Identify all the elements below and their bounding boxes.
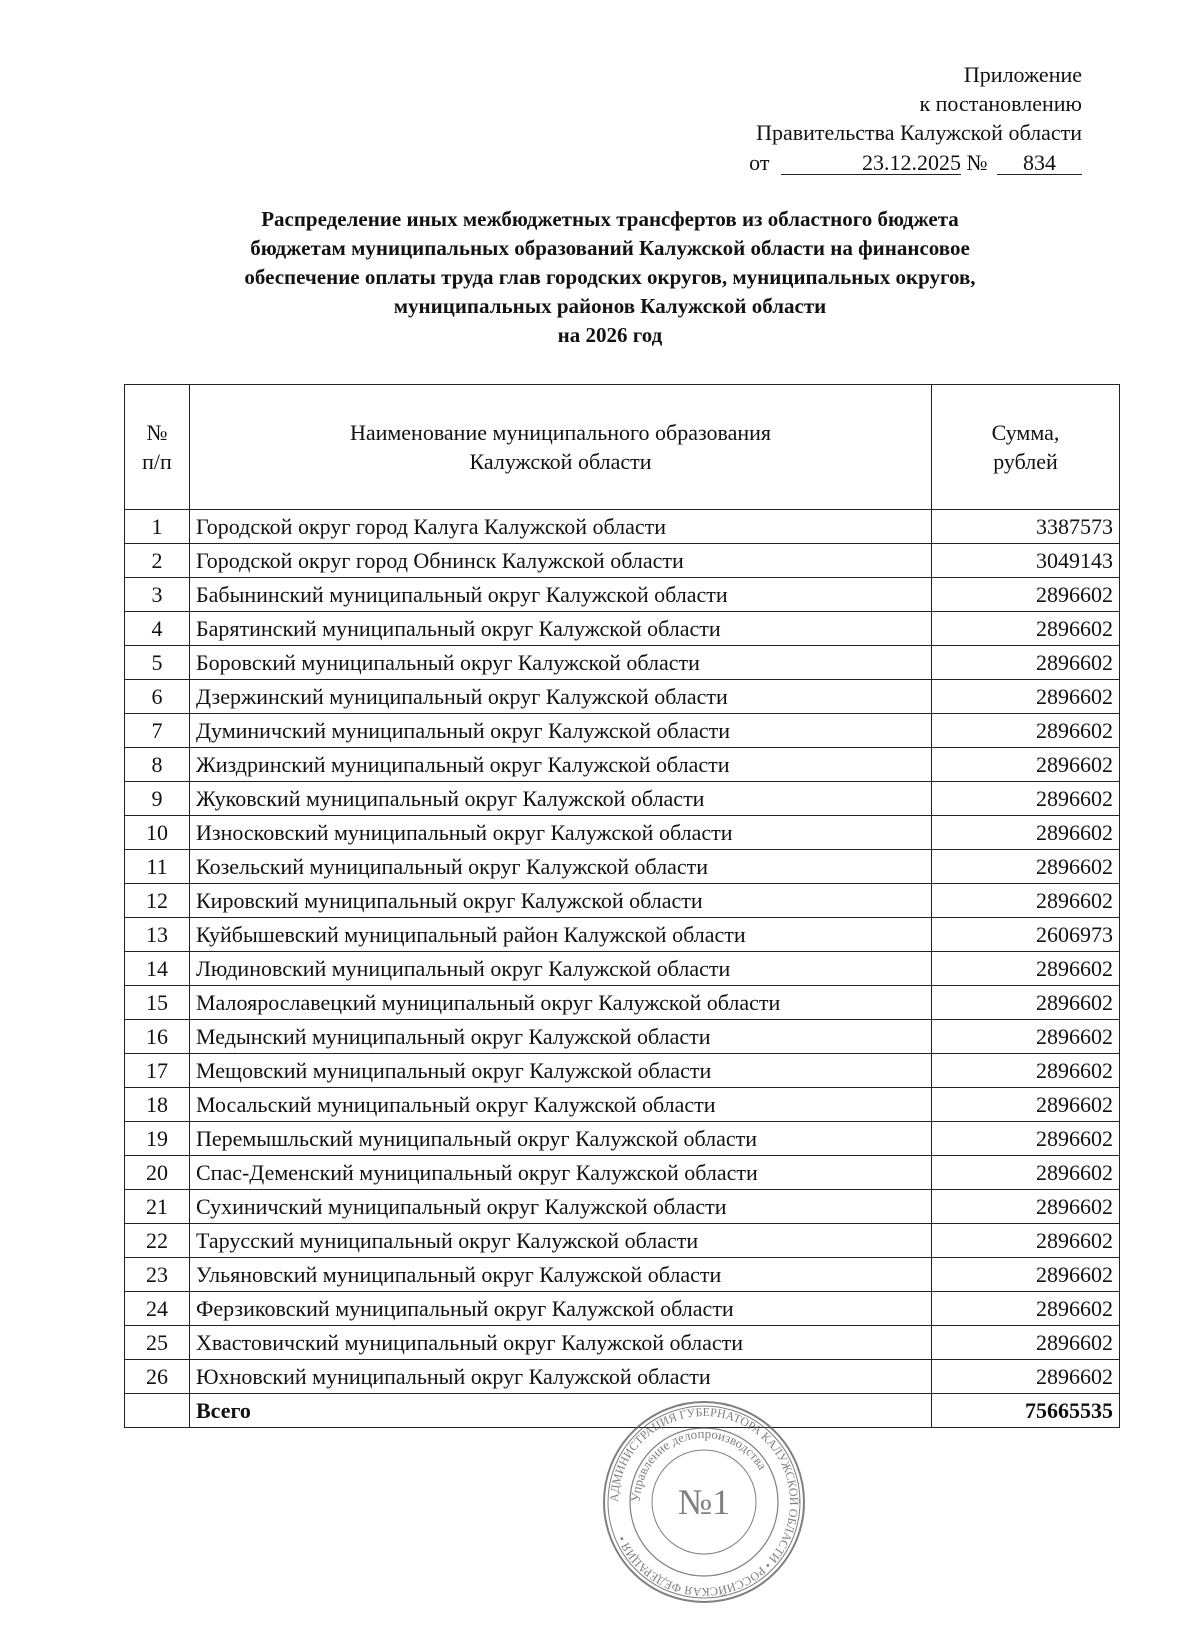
appendix-dateline bbox=[749, 148, 1082, 177]
table-row bbox=[125, 1224, 1120, 1258]
table-row bbox=[125, 1190, 1120, 1224]
header-name-line1: Наименование муниципального образования bbox=[349, 420, 772, 445]
table-row bbox=[125, 986, 1120, 1020]
row-name: Перемышльский муниципальный округ Калужской области bbox=[190, 1122, 932, 1156]
official-seal-icon bbox=[600, 1398, 808, 1606]
header-name-line2: Калужской области bbox=[469, 449, 652, 474]
row-name: Барятинский муниципальный округ Калужской области bbox=[190, 612, 932, 646]
row-number: 9 bbox=[125, 782, 190, 816]
table-header-row bbox=[125, 385, 1120, 510]
row-sum: 2896602 bbox=[932, 1122, 1120, 1156]
row-name: Ульяновский муниципальный округ Калужской области bbox=[190, 1258, 932, 1292]
row-sum: 2896602 bbox=[932, 782, 1120, 816]
row-number: 8 bbox=[125, 748, 190, 782]
row-number: 24 bbox=[125, 1292, 190, 1326]
table-row bbox=[125, 1020, 1120, 1054]
document-title bbox=[120, 205, 1100, 350]
table-row bbox=[125, 748, 1120, 782]
row-name: Людиновский муниципальный округ Калужской области bbox=[190, 952, 932, 986]
row-name: Жиздринский муниципальный округ Калужской области bbox=[190, 748, 932, 782]
row-name: Боровский муниципальный округ Калужской области bbox=[190, 646, 932, 680]
title-line1: Распределение иных межбюджетных трансфертов из областного бюджета bbox=[261, 207, 959, 231]
row-name: Сухиничский муниципальный округ Калужской области bbox=[190, 1190, 932, 1224]
table-body bbox=[125, 510, 1120, 1394]
row-number: 12 bbox=[125, 884, 190, 918]
row-name: Городской округ город Калуга Калужской области bbox=[190, 510, 932, 544]
table-row bbox=[125, 510, 1120, 544]
row-number: 13 bbox=[125, 918, 190, 952]
row-sum: 2896602 bbox=[932, 1190, 1120, 1224]
table-row bbox=[125, 1326, 1120, 1360]
decree-number: 834 bbox=[997, 152, 1082, 175]
table-row bbox=[125, 1258, 1120, 1292]
row-number: 17 bbox=[125, 1054, 190, 1088]
row-number: 3 bbox=[125, 578, 190, 612]
row-sum: 2896602 bbox=[932, 578, 1120, 612]
row-name: Жуковский муниципальный округ Калужской области bbox=[190, 782, 932, 816]
table-row bbox=[125, 1156, 1120, 1190]
row-name: Дзержинский муниципальный округ Калужской области bbox=[190, 680, 932, 714]
row-sum: 2896602 bbox=[932, 986, 1120, 1020]
row-name: Мещовский муниципальный округ Калужской области bbox=[190, 1054, 932, 1088]
row-sum: 2896602 bbox=[932, 850, 1120, 884]
row-number: 25 bbox=[125, 1326, 190, 1360]
header-sum-line1: Сумма, bbox=[991, 420, 1060, 445]
row-name: Износковский муниципальный округ Калужской области bbox=[190, 816, 932, 850]
table-row bbox=[125, 714, 1120, 748]
header-sum-line2: рублей bbox=[993, 449, 1058, 474]
header-number bbox=[125, 385, 190, 510]
title-line4: муниципальных районов Калужской области bbox=[393, 294, 827, 318]
row-name: Бабынинский муниципальный округ Калужской области bbox=[190, 578, 932, 612]
row-sum: 2896602 bbox=[932, 1156, 1120, 1190]
row-name: Тарусский муниципальный округ Калужской области bbox=[190, 1224, 932, 1258]
header-number-line1: № bbox=[146, 420, 168, 445]
appendix-line1: Приложение bbox=[963, 62, 1082, 87]
row-number: 15 bbox=[125, 986, 190, 1020]
stamp-inner-text: Управление делопроизводства bbox=[627, 1425, 771, 1503]
row-name: Кировский муниципальный округ Калужской области bbox=[190, 884, 932, 918]
title-line3: обеспечение оплаты труда глав городских округов, муниципальных округов, bbox=[244, 265, 976, 289]
row-number: 26 bbox=[125, 1360, 190, 1394]
table-row bbox=[125, 952, 1120, 986]
table-row bbox=[125, 544, 1120, 578]
row-sum: 2896602 bbox=[932, 714, 1120, 748]
row-sum: 2896602 bbox=[932, 1326, 1120, 1360]
table-row bbox=[125, 1054, 1120, 1088]
row-name: Куйбышевский муниципальный район Калужской области bbox=[190, 918, 932, 952]
row-number: 5 bbox=[125, 646, 190, 680]
row-sum: 2606973 bbox=[932, 918, 1120, 952]
header-name bbox=[190, 385, 932, 510]
appendix-line2: к постановлению bbox=[919, 91, 1082, 116]
row-sum: 2896602 bbox=[932, 748, 1120, 782]
row-name: Ферзиковский муниципальный округ Калужской области bbox=[190, 1292, 932, 1326]
total-number-cell bbox=[125, 1394, 190, 1428]
row-name: Городской округ город Обнинск Калужской области bbox=[190, 544, 932, 578]
row-name: Спас-Деменский муниципальный округ Калужской области bbox=[190, 1156, 932, 1190]
row-name: Козельский муниципальный округ Калужской области bbox=[190, 850, 932, 884]
row-sum: 2896602 bbox=[932, 1020, 1120, 1054]
row-name: Думиничский муниципальный округ Калужской области bbox=[190, 714, 932, 748]
table-row bbox=[125, 680, 1120, 714]
distribution-table bbox=[124, 384, 1120, 1428]
row-sum: 2896602 bbox=[932, 1258, 1120, 1292]
row-number: 7 bbox=[125, 714, 190, 748]
table-row bbox=[125, 816, 1120, 850]
row-number: 1 bbox=[125, 510, 190, 544]
row-number: 18 bbox=[125, 1088, 190, 1122]
row-number: 19 bbox=[125, 1122, 190, 1156]
table-row bbox=[125, 850, 1120, 884]
row-sum: 2896602 bbox=[932, 816, 1120, 850]
row-sum: 2896602 bbox=[932, 646, 1120, 680]
row-number: 16 bbox=[125, 1020, 190, 1054]
table-row bbox=[125, 646, 1120, 680]
stamp-center-text: №1 bbox=[677, 1482, 731, 1522]
row-name: Малоярославецкий муниципальный округ Калужской области bbox=[190, 986, 932, 1020]
from-label: от bbox=[749, 150, 770, 175]
row-name: Медынский муниципальный округ Калужской области bbox=[190, 1020, 932, 1054]
row-number: 6 bbox=[125, 680, 190, 714]
row-name: Хвастовичский муниципальный округ Калужской области bbox=[190, 1326, 932, 1360]
table-row bbox=[125, 1360, 1120, 1394]
row-sum: 3387573 bbox=[932, 510, 1120, 544]
row-name: Юхновский муниципальный округ Калужской области bbox=[190, 1360, 932, 1394]
row-number: 22 bbox=[125, 1224, 190, 1258]
total-sum: 75665535 bbox=[932, 1394, 1120, 1428]
total-label: Всего bbox=[190, 1394, 932, 1428]
decree-date: 23.12.2025 bbox=[781, 152, 961, 175]
header-number-line2: п/п bbox=[142, 449, 172, 474]
row-sum: 2896602 bbox=[932, 1088, 1120, 1122]
row-number: 2 bbox=[125, 544, 190, 578]
row-number: 23 bbox=[125, 1258, 190, 1292]
row-sum: 2896602 bbox=[932, 1292, 1120, 1326]
row-sum: 2896602 bbox=[932, 1224, 1120, 1258]
header-sum bbox=[932, 385, 1120, 510]
row-number: 10 bbox=[125, 816, 190, 850]
row-number: 11 bbox=[125, 850, 190, 884]
row-number: 14 bbox=[125, 952, 190, 986]
appendix-block bbox=[749, 60, 1082, 177]
title-line2: бюджетам муниципальных образований Калужской области на финансовое bbox=[250, 236, 970, 260]
table-row bbox=[125, 918, 1120, 952]
table-row bbox=[125, 1292, 1120, 1326]
row-sum: 2896602 bbox=[932, 680, 1120, 714]
row-sum: 2896602 bbox=[932, 1054, 1120, 1088]
row-number: 21 bbox=[125, 1190, 190, 1224]
table-row bbox=[125, 1088, 1120, 1122]
table-row bbox=[125, 578, 1120, 612]
row-sum: 2896602 bbox=[932, 884, 1120, 918]
appendix-line3: Правительства Калужской области bbox=[756, 120, 1082, 145]
table-row bbox=[125, 612, 1120, 646]
table-row bbox=[125, 1122, 1120, 1156]
row-number: 4 bbox=[125, 612, 190, 646]
row-sum: 2896602 bbox=[932, 952, 1120, 986]
title-line5: на 2026 год bbox=[557, 323, 663, 347]
row-name: Мосальский муниципальный округ Калужской области bbox=[190, 1088, 932, 1122]
table-row bbox=[125, 884, 1120, 918]
row-sum: 3049143 bbox=[932, 544, 1120, 578]
stamp-outer-text: АДМИНИСТРАЦИЯ ГУБЕРНАТОРА КАЛУЖСКОЙ ОБЛАСТИ • РОССИЙСКАЯ ФЕДЕРАЦИЯ • bbox=[606, 1404, 802, 1600]
number-label: № bbox=[966, 150, 988, 175]
row-sum: 2896602 bbox=[932, 612, 1120, 646]
table-row bbox=[125, 782, 1120, 816]
row-number: 20 bbox=[125, 1156, 190, 1190]
row-sum: 2896602 bbox=[932, 1360, 1120, 1394]
